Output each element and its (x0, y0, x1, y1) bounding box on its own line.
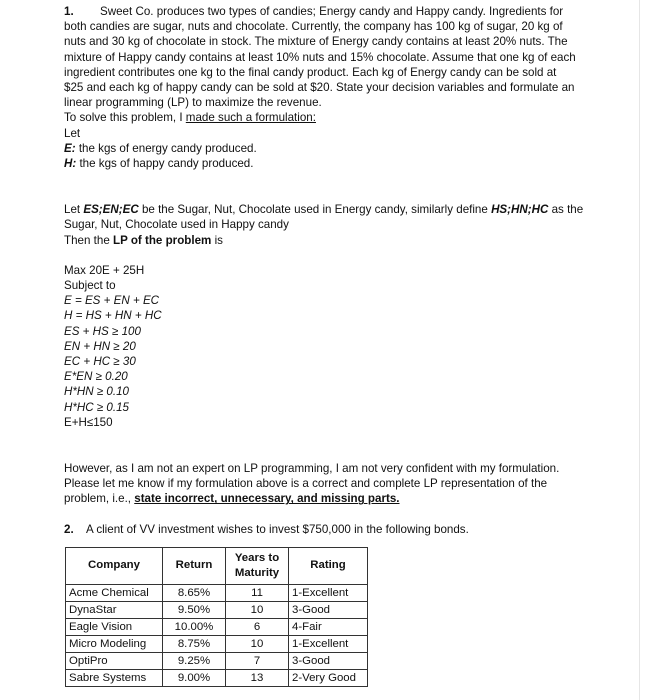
table-row: Acme Chemical 8.65% 11 1-Excellent (66, 584, 368, 601)
document-body (64, 4, 584, 687)
lp-objective: Max 20E + 25H (64, 263, 145, 277)
lp-constraint: H*HN ≥ 0.10 (64, 385, 129, 399)
lp-constraint: H*HC ≥ 0.15 (64, 400, 129, 414)
var-e-definition: E: the kgs of energy candy produced. (64, 141, 257, 155)
bonds-table (65, 547, 368, 687)
header-rating: Rating (289, 547, 368, 584)
header-years-to-maturity: Years to Maturity (226, 547, 289, 584)
formulation-link[interactable]: made such a formulation: (185, 111, 316, 125)
lp-constraint: E+H≤150 (64, 415, 113, 429)
table-header-row (66, 547, 368, 584)
q1-line-4: mixture of Happy candy contains at least 10% nuts and 15% chocolate. Assume that one kg of each (64, 50, 576, 64)
lp-constraint: EC + HC ≥ 30 (64, 355, 136, 369)
however-line-2: Please let me know if my formulation above is a correct and complete LP representation of the (64, 477, 548, 491)
q1-line-2: both candies are sugar, nuts and chocolate. Currently, the company has 100 kg of sugar, 20 kg of (64, 20, 563, 34)
q1-line-6: $25 and each kg of happy candy can be sold at $20. State your decision variables and formulate an (64, 81, 575, 95)
however-line-1: However, as I am not an expert on LP programming, I am not very confident with my formulation. (64, 462, 560, 476)
table-row: OptiPro 9.25% 7 3-Good (66, 652, 368, 669)
solve-sentence: To solve this problem, I made such a formulation: (64, 111, 316, 125)
page-edge (639, 0, 640, 700)
q2-text: 2. A client of VV investment wishes to invest $750,000 in the following bonds. (64, 522, 469, 536)
lp-constraint: EN + HN ≥ 20 (64, 339, 136, 353)
ingredient-vars-line-2: Sugar, Nut, Chocolate used in Happy candy (64, 218, 289, 232)
table-row: DynaStar 9.50% 10 3-Good (66, 601, 368, 618)
let-heading: Let (64, 126, 81, 140)
lp-constraint: E*EN ≥ 0.20 (64, 370, 128, 384)
however-line-3: problem, i.e., state incorrect, unnecessary, and missing parts. (64, 492, 400, 506)
q1-number: 1. (64, 5, 74, 18)
lp-constraint: ES + HS ≥ 100 (64, 324, 141, 338)
lp-formulation (64, 263, 584, 430)
q1-line-1: 1. Sweet Co. produces two types of candies; Energy candy and Happy candy. Ingredients for (64, 5, 564, 18)
header-return: Return (163, 547, 226, 584)
question-2 (64, 522, 584, 687)
lp-intro: Then the LP of the problem is (64, 233, 223, 247)
ingredient-vars-line-1: Let ES;EN;EC be the Sugar, Nut, Chocolate used in Energy candy, similarly define HS;HN;HC as the (64, 203, 584, 217)
lp-constraint: E = ES + EN + EC (64, 294, 160, 308)
table-row: Micro Modeling 8.75% 10 1-Excellent (66, 635, 368, 652)
lp-constraint: H = HS + HN + HC (64, 309, 162, 323)
header-company: Company (66, 547, 163, 584)
q1-line-7: linear programming (LP) to maximize the revenue. (64, 96, 322, 110)
var-h-definition: H: the kgs of happy candy produced. (64, 157, 254, 171)
table-row: Sabre Systems 9.00% 13 2-Very Good (66, 669, 368, 686)
table-row: Eagle Vision 10.00% 6 4-Fair (66, 618, 368, 635)
q1-line-3: nuts and 30 kg of chocolate in stock. The mixture of Energy candy contains at least 20% nuts. The (64, 35, 568, 49)
question-1 (64, 4, 584, 507)
state-incorrect-link[interactable]: state incorrect, unnecessary, and missing parts. (134, 492, 400, 506)
q1-line-5: ingredient contributes one kg to the final candy product. Each kg of Energy candy can be sold at (64, 65, 557, 79)
lp-subject-to: Subject to (64, 279, 116, 293)
q2-number: 2. (64, 522, 74, 536)
